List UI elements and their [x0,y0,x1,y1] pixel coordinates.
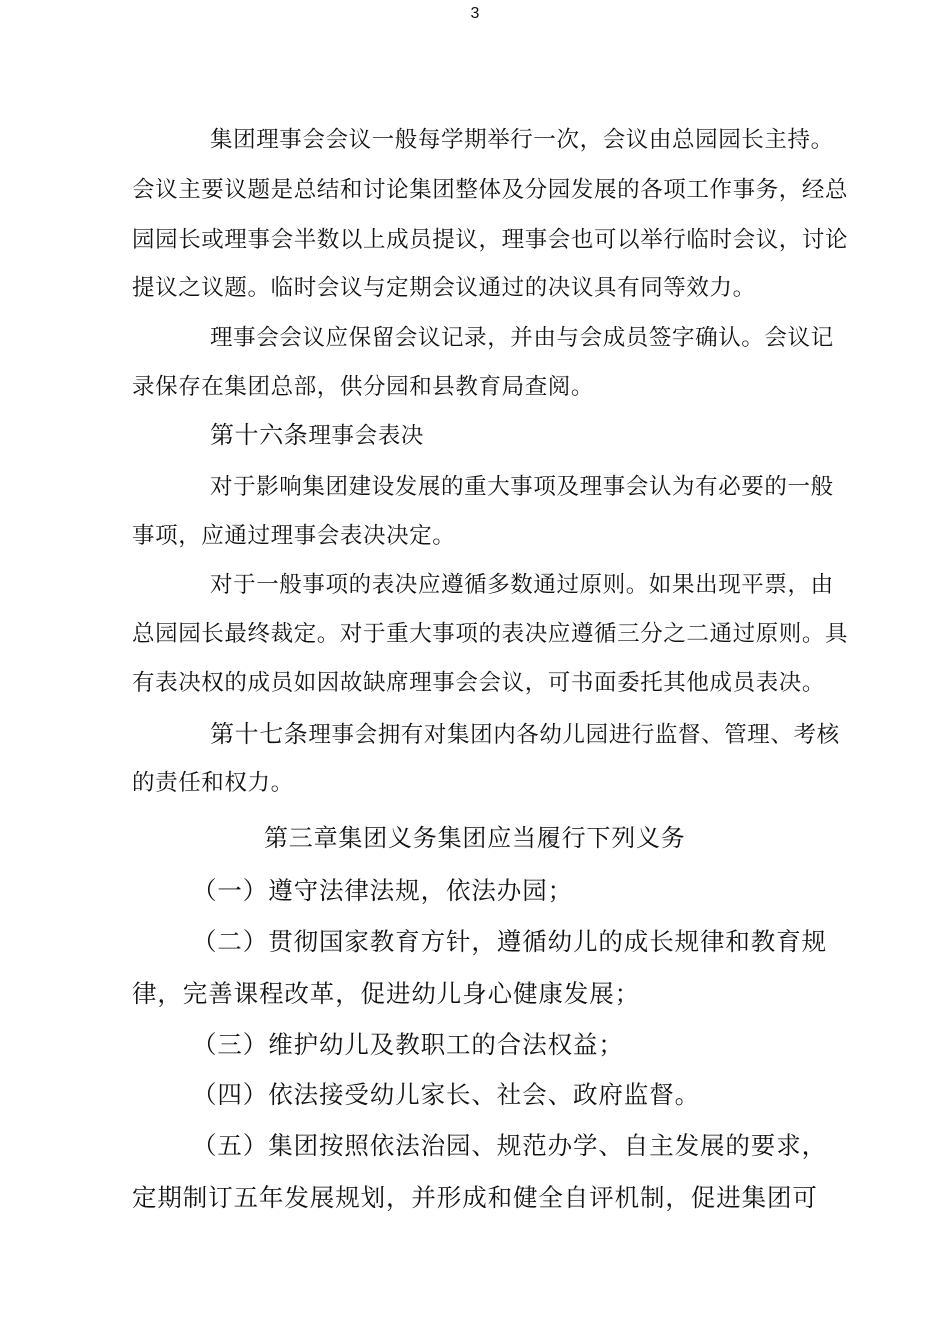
paragraph-line: 有表决权的成员如因故缺席理事会会议，可书面委托其他成员表决。 [132,670,826,696]
article-text: 理事会拥有对集团内各幼儿园进行监督、管理、考核 [308,722,840,748]
paragraph-line: 录保存在集团总部，供分园和县教育局查阅。 [132,374,595,400]
list-item: （三）维护幼儿及教职工的合法权益； [192,1030,624,1059]
article-heading-17 [210,719,840,750]
article-number: 第十六条 [210,421,309,449]
article-heading-16 [210,420,424,451]
paragraph-line: 对于一般事项的表决应遵循多数通过原则。如果出现平票，由 [210,572,834,598]
paragraph-line: 会议主要议题是总结和讨论集团整体及分园发展的各项工作事务，经总 [132,177,849,203]
paragraph-line: 理事会会议应保留会议记录，并由与会成员签字确认。会议记 [210,325,834,351]
list-item: （二）贯彻国家教育方针，遵循幼儿的成长规律和教育规 [192,927,827,956]
paragraph-line: 提议之议题。临时会议与定期会议通过的决议具有同等效力。 [132,275,756,301]
paragraph-line: 园园长或理事会半数以上成员提议，理事会也可以举行临时会议，讨论 [132,227,849,253]
paragraph-line: 律，完善课程改革，促进幼儿身心健康发展； [132,979,640,1008]
list-item: （四）依法接受幼儿家长、社会、政府监督。 [192,1080,700,1109]
chapter-heading: 第三章集团义务集团应当履行下列义务 [264,824,686,852]
list-item: （一）遵守法律法规，依法办园； [192,876,573,905]
article-title: 理事会表决 [308,423,424,449]
page-number: 3 [470,5,480,22]
list-item: （五）集团按照依法治园、规范办学、自主发展的要求， [192,1131,827,1160]
paragraph-line: 集团理事会会议一般每学期举行一次，会议由总园园长主持。 [210,127,834,153]
paragraph-line: 的责任和权力。 [132,770,294,796]
paragraph-line: 事项，应通过理事会表决决定。 [132,523,456,549]
paragraph-line: 对于影响集团建设发展的重大事项及理事会认为有必要的一般 [210,474,834,500]
paragraph-line: 定期制订五年发展规划，并形成和健全自评机制，促进集团可 [132,1183,818,1212]
paragraph-line: 总园园长最终裁定。对于重大事项的表决应遵循三分之二通过原则。具 [132,621,849,647]
article-number: 第十七条 [210,720,309,748]
